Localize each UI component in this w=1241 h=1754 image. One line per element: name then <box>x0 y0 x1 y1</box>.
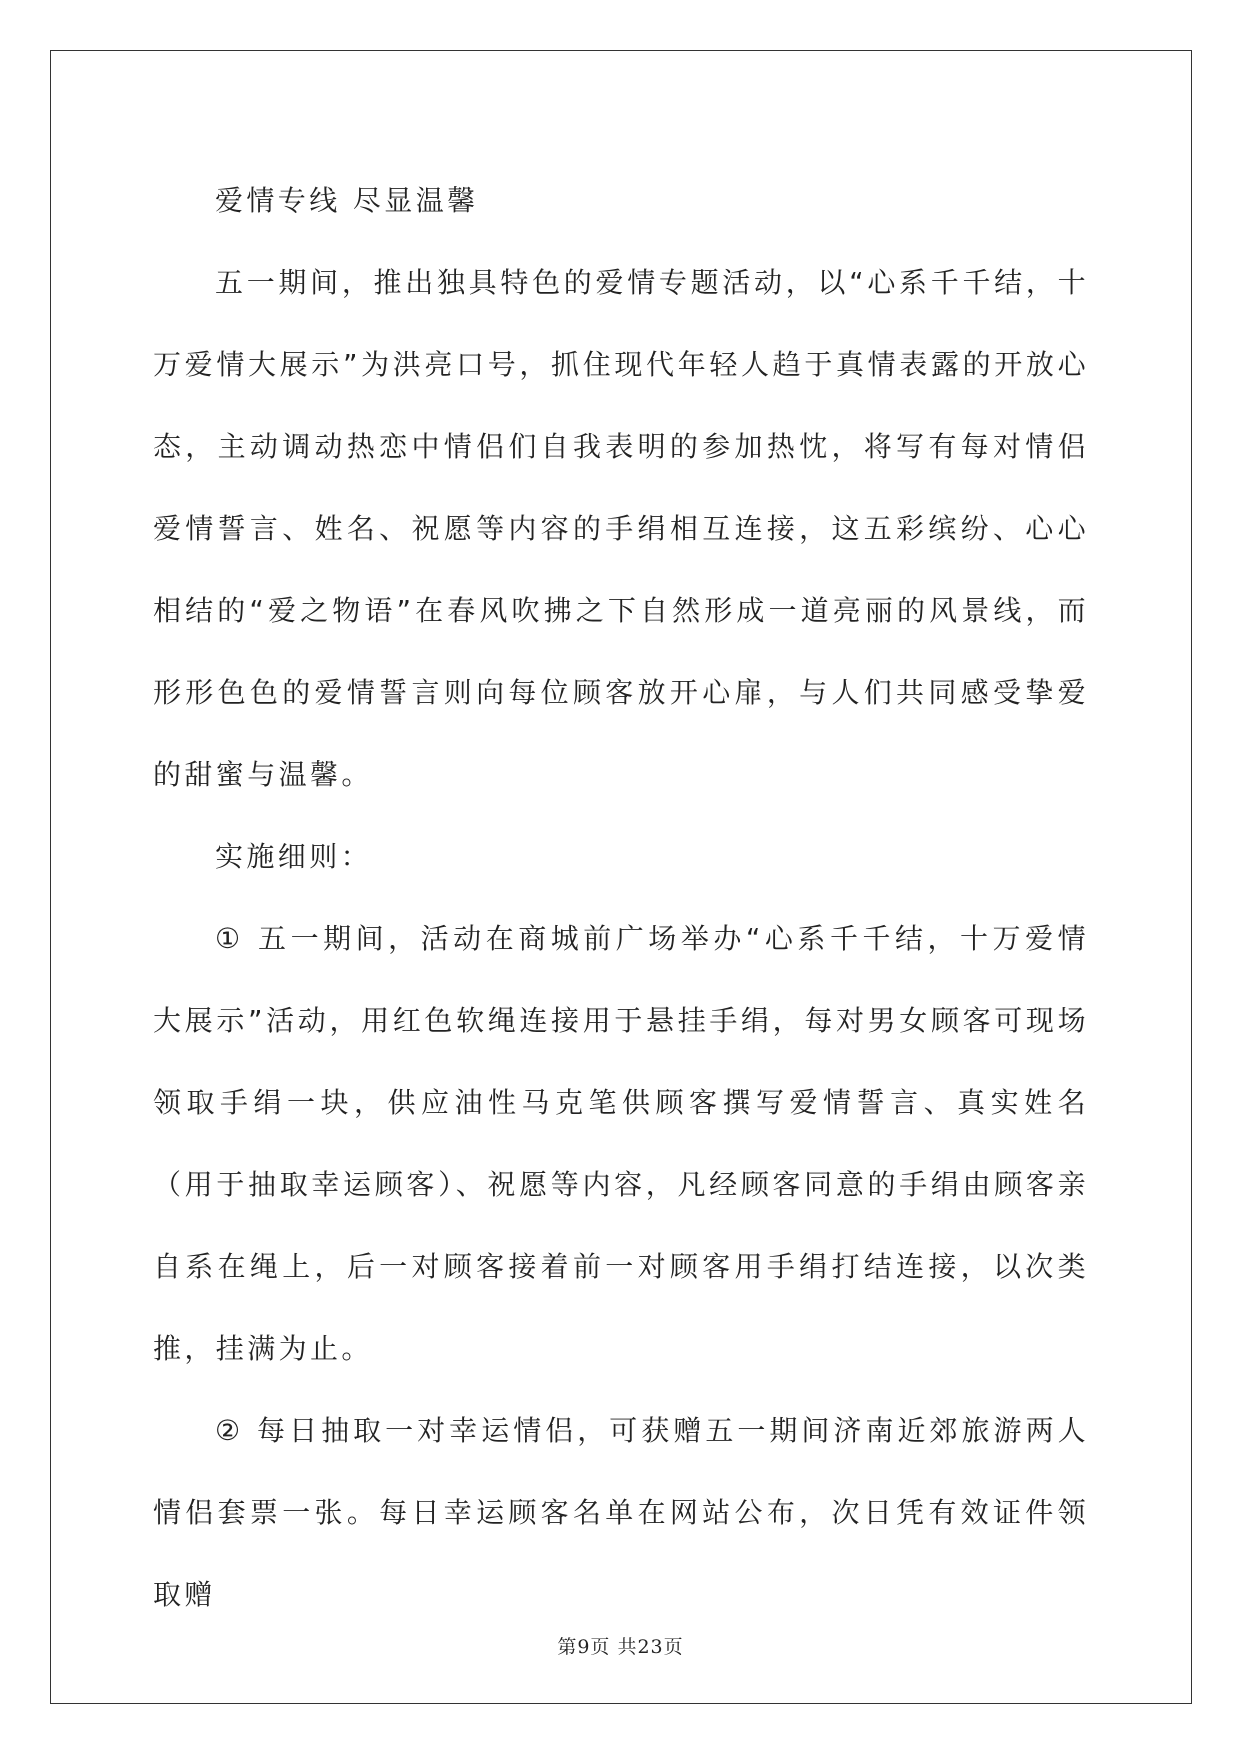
paragraph-intro: 五一期间，推出独具特色的爱情专题活动，以“心系千千结，十万爱情大展示”为洪亮口号，抓住现代年轻人趋于真情表露的开放心态，主动调动热恋中情侣们自我表明的参加热忱，将写有每对情侣爱情誓言、姓名、祝愿等内容的手绢相互连接，这五彩缤纷、心心相结的“爱之物语”在春风吹拂之下自然形成一道亮丽的风景线，而形形色色的爱情誓言则向每位顾客放开心扉，与人们共同感受挚爱的甜蜜与温馨。 <box>153 266 1089 791</box>
page-footer: 第9页 共23页 <box>557 1636 684 1658</box>
section-heading: 爱情专线 尽显温馨 <box>215 184 479 217</box>
document-body <box>153 160 1089 1636</box>
paragraph-rules-title: 实施细则： <box>215 840 373 873</box>
paragraph-rule-2: ② 每日抽取一对幸运情侣，可获赠五一期间济南近郊旅游两人情侣套票一张。每日幸运顾客名单在网站公布，次日凭有效证件领取赠 <box>153 1414 1089 1611</box>
paragraph-rule-1: ① 五一期间，活动在商城前广场举办“心系千千结，十万爱情大展示”活动，用红色软绳连接用于悬挂手绢，每对男女顾客可现场领取手绢一块，供应油性马克笔供顾客撰写爱情誓言、真实姓名（用于抽取幸运顾客）、祝愿等内容，凡经顾客同意的手绢由顾客亲自系在绳上，后一对顾客接着前一对顾客用手绢打结连接，以次类推，挂满为止。 <box>153 922 1089 1365</box>
